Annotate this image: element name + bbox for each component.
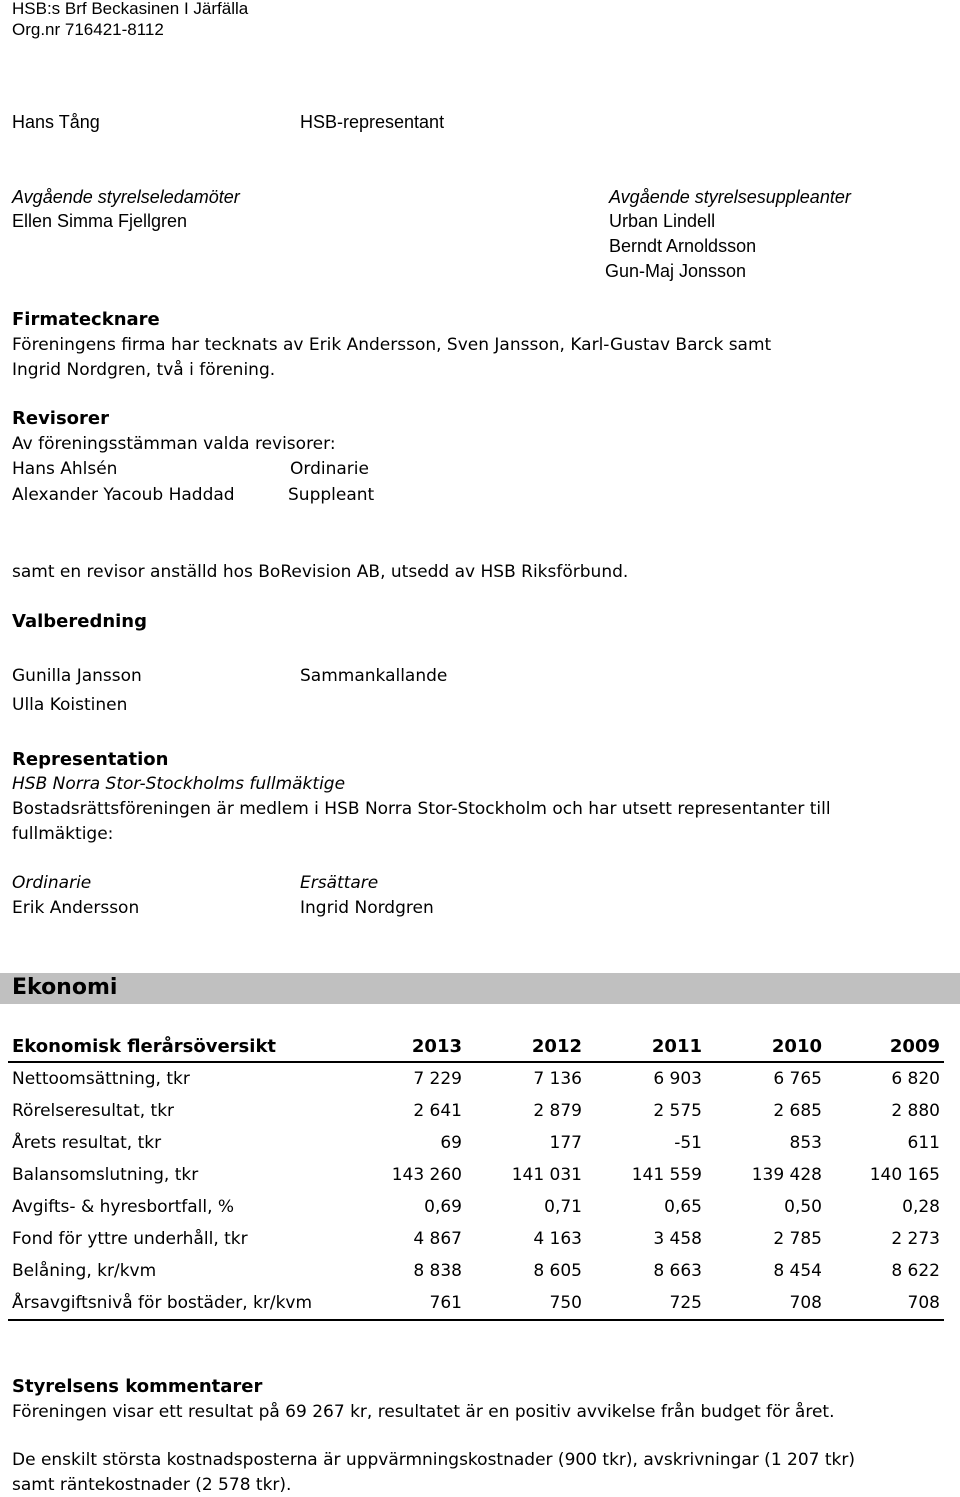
cell-value: 7 136 xyxy=(533,1069,582,1089)
cell-value: 2 685 xyxy=(773,1101,822,1121)
valberedning-member: Gunilla Jansson xyxy=(12,666,142,686)
cell-value: 8 622 xyxy=(891,1261,940,1281)
cell-value: 0,50 xyxy=(784,1197,822,1217)
revisor-role: Ordinarie xyxy=(290,459,369,479)
cell-value: 6 820 xyxy=(891,1069,940,1089)
cell-value: 140 165 xyxy=(869,1165,940,1185)
cell-value: 3 458 xyxy=(653,1229,702,1249)
table-row xyxy=(8,1223,944,1255)
financial-overview-table xyxy=(8,1031,944,1321)
valberedning-heading: Valberedning xyxy=(12,611,148,632)
org-name: HSB:s Brf Beckasinen I Järfälla xyxy=(12,0,249,18)
revisorer-note: samt en revisor anställd hos BoRevision AB, utsedd av HSB Riksförbund. xyxy=(12,562,629,582)
row-label: Årets resultat, tkr xyxy=(12,1133,162,1153)
cell-value: 2 641 xyxy=(413,1101,462,1121)
year-header: 2010 xyxy=(706,1031,826,1062)
revisor-name: Alexander Yacoub Haddad xyxy=(12,485,235,505)
departing-member: Ellen Simma Fjellgren xyxy=(12,211,188,231)
cell-value: 7 229 xyxy=(413,1069,462,1089)
cell-value: 141 031 xyxy=(511,1165,582,1185)
row-label: Belåning, kr/kvm xyxy=(12,1261,157,1281)
cell-value: 0,65 xyxy=(664,1197,702,1217)
cell-value: 2 879 xyxy=(533,1101,582,1121)
firmatecknare-text: Ingrid Nordgren, två i förening. xyxy=(12,360,276,380)
representative-name: Hans Tång xyxy=(12,112,100,132)
row-label: Årsavgiftsnivå för bostäder, kr/kvm xyxy=(8,1287,348,1320)
departing-deputy: Gun-Maj Jonsson xyxy=(605,261,747,281)
firmatecknare-heading: Firmatecknare xyxy=(12,309,160,330)
cell-value: -51 xyxy=(674,1133,702,1153)
year-header: 2012 xyxy=(466,1031,586,1062)
year-header: 2009 xyxy=(826,1031,944,1062)
cell-value: 6 903 xyxy=(653,1069,702,1089)
departing-deputies-heading: Avgående styrelsesuppleanter xyxy=(609,187,851,207)
cell-value: 69 xyxy=(440,1133,462,1153)
table-row xyxy=(8,1127,944,1159)
cell-value: 853 xyxy=(789,1133,822,1153)
row-label: Nettoomsättning, tkr xyxy=(12,1069,190,1089)
table-row xyxy=(8,1095,944,1127)
table-row xyxy=(8,1287,944,1320)
valberedning-member: Ulla Koistinen xyxy=(12,695,128,715)
cell-value: 0,71 xyxy=(544,1197,582,1217)
representative-role: HSB-representant xyxy=(300,112,445,132)
cell-value: 8 454 xyxy=(773,1261,822,1281)
table-header-row xyxy=(8,1031,944,1062)
representation-heading: Representation xyxy=(12,749,169,770)
cell-value: 2 575 xyxy=(653,1101,702,1121)
table-row xyxy=(8,1191,944,1223)
table-title: Ekonomisk flerårsöversikt xyxy=(8,1031,348,1062)
representation-subheading: HSB Norra Stor-Stockholms fullmäktige xyxy=(12,774,346,794)
row-label: Fond för yttre underhåll, tkr xyxy=(12,1229,248,1249)
cell-value: 0,69 xyxy=(424,1197,462,1217)
cell-value: 2 785 xyxy=(773,1229,822,1249)
row-label: Avgifts- & hyresbortfall, % xyxy=(12,1197,235,1217)
cell-value: 750 xyxy=(466,1287,586,1320)
cell-value: 6 765 xyxy=(773,1069,822,1089)
cell-value: 2 273 xyxy=(891,1229,940,1249)
cell-value: 8 663 xyxy=(653,1261,702,1281)
revisor-name: Hans Ahlsén xyxy=(12,459,118,479)
cell-value: 8 605 xyxy=(533,1261,582,1281)
representation-text: fullmäktige: xyxy=(12,824,114,844)
row-label: Balansomslutning, tkr xyxy=(12,1165,199,1185)
cell-value: 2 880 xyxy=(891,1101,940,1121)
year-header: 2011 xyxy=(586,1031,706,1062)
comments-text: samt räntekostnader (2 578 tkr). xyxy=(12,1475,292,1495)
org-number: Org.nr 716421-8112 xyxy=(12,20,164,39)
cell-value: 708 xyxy=(706,1287,826,1320)
cell-value: 0,28 xyxy=(902,1197,940,1217)
cell-value: 8 838 xyxy=(413,1261,462,1281)
cell-value: 611 xyxy=(907,1133,940,1153)
departing-deputy: Urban Lindell xyxy=(609,211,716,231)
cell-value: 177 xyxy=(549,1133,582,1153)
cell-value: 761 xyxy=(348,1287,466,1320)
cell-value: 143 260 xyxy=(391,1165,462,1185)
substitute-label: Ersättare xyxy=(300,873,379,893)
ekonomi-heading: Ekonomi xyxy=(12,975,118,1000)
cell-value: 141 559 xyxy=(631,1165,702,1185)
ekonomi-section-band xyxy=(0,973,960,1004)
cell-value: 4 867 xyxy=(413,1229,462,1249)
substitute-name: Ingrid Nordgren xyxy=(300,898,434,918)
cell-value: 725 xyxy=(586,1287,706,1320)
revisorer-intro: Av föreningsstämman valda revisorer: xyxy=(12,434,336,454)
departing-members-heading: Avgående styrelseledamöter xyxy=(12,187,240,207)
cell-value: 4 163 xyxy=(533,1229,582,1249)
departing-deputy: Berndt Arnoldsson xyxy=(609,236,757,256)
cell-value: 708 xyxy=(826,1287,944,1320)
comments-text: Föreningen visar ett resultat på 69 267 kr, resultatet är en positiv avvikelse från budget för året. xyxy=(12,1402,835,1422)
table-row xyxy=(8,1159,944,1191)
comments-text: De enskilt största kostnadsposterna är uppvärmningskostnader (900 tkr), avskrivningar (1 207 tkr) xyxy=(12,1450,856,1470)
row-label: Rörelseresultat, tkr xyxy=(12,1101,175,1121)
representation-text: Bostadsrättsföreningen är medlem i HSB Norra Stor-Stockholm och har utsett representanter till xyxy=(12,799,831,819)
revisor-role: Suppleant xyxy=(288,485,375,505)
table-row xyxy=(8,1062,944,1095)
year-header: 2013 xyxy=(348,1031,466,1062)
comments-heading: Styrelsens kommentarer xyxy=(12,1376,263,1397)
firmatecknare-text: Föreningens firma har tecknats av Erik Andersson, Sven Jansson, Karl-Gustav Barck samt xyxy=(12,335,772,355)
revisorer-heading: Revisorer xyxy=(12,408,110,429)
ordinary-label: Ordinarie xyxy=(12,873,92,893)
valberedning-convener-role: Sammankallande xyxy=(300,666,448,686)
table-row xyxy=(8,1255,944,1287)
ordinary-name: Erik Andersson xyxy=(12,898,140,918)
cell-value: 139 428 xyxy=(751,1165,822,1185)
